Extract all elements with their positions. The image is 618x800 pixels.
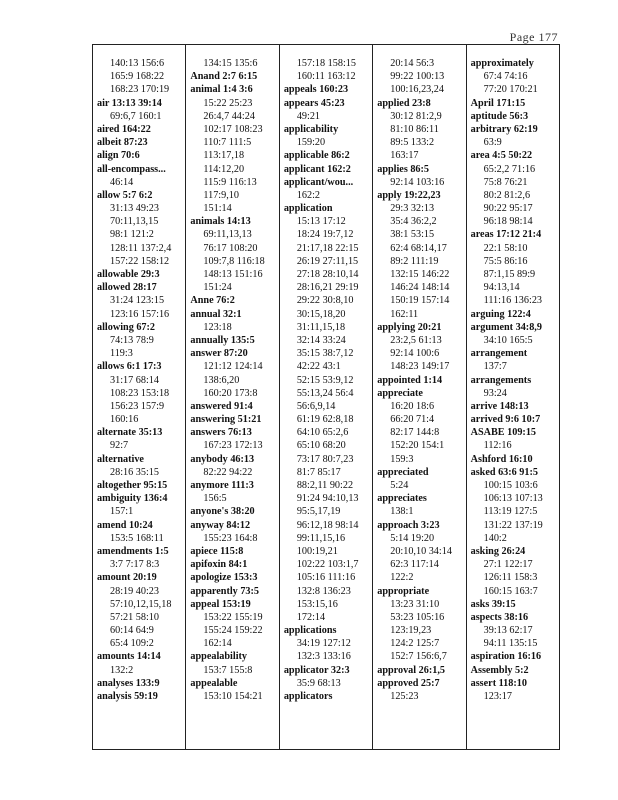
index-entry-refs: 28:19 40:23 <box>110 585 159 597</box>
index-entry-term: analysis 59:19 <box>97 691 158 702</box>
index-entry-term: aspiration 16:16 <box>470 651 542 663</box>
index-entry-term: anymore 111:3 <box>190 480 254 491</box>
index-entry-refs: 115:9 116:13 <box>203 176 257 188</box>
index-entry-term: ASABE 109:15 <box>470 427 537 439</box>
index-entry-refs: 20:10,10 34:14 <box>390 545 452 557</box>
index-entry-refs: 134:15 135:6 <box>203 58 258 69</box>
index-entry-term: answers 76:13 <box>190 427 252 439</box>
index-entry-term: assert 118:10 <box>470 677 527 689</box>
index-entry-refs: 153:22 155:19 <box>203 611 263 623</box>
index-entry-refs: 152:7 156:6,7 <box>390 651 447 663</box>
index-entry-refs: 160:16 <box>110 414 139 426</box>
index-entry-term: appears 45:23 <box>283 97 345 109</box>
index-entry-term: annually 135:5 <box>190 334 255 346</box>
index-entry-refs: 114:12,20 <box>203 163 245 175</box>
index-entry-term: arrangements <box>470 374 532 386</box>
index-entry-refs: 102:17 108:23 <box>203 123 263 135</box>
index-entry-refs: 46:14 <box>110 176 134 188</box>
index-entry-refs: 132:15 146:22 <box>390 269 450 280</box>
index-entry-refs: 23:2,5 61:13 <box>390 334 442 346</box>
index-entry-term: Anand 2:7 6:15 <box>190 71 258 83</box>
index-entry-refs: 57:21 58:10 <box>110 611 159 623</box>
index-entry-refs: 94:13,14 <box>483 282 520 294</box>
index-entry-refs: 65:4 109:2 <box>110 638 154 650</box>
index-entry-refs: 69:6,7 160:1 <box>110 110 162 122</box>
index-entry-refs: 82:22 94:22 <box>203 466 253 478</box>
index-entry-term: April 171:15 <box>470 97 526 109</box>
index-entry-term: apply 19:22,23 <box>377 189 441 201</box>
index-entry-term: approved 25:7 <box>377 677 440 689</box>
index-entry-term: anyway 84:12 <box>190 519 251 531</box>
index-entry-term: appealability <box>190 651 248 663</box>
index-entry-refs: 13:23 31:10 <box>390 598 440 610</box>
index-entry-term: applying 20:21 <box>377 321 442 333</box>
index-entry-refs: 70:11,13,15 <box>110 216 159 228</box>
index-entry-refs: 94:11 135:15 <box>483 638 538 650</box>
index-entry-term: arbitrary 62:19 <box>470 123 538 135</box>
index-entry-refs: 117:9,10 <box>203 189 239 201</box>
index-entry-refs: 21:17,18 22:15 <box>296 242 359 254</box>
index-entry-term: approval 26:1,5 <box>377 664 445 676</box>
index-entry-refs: 162:14 <box>203 638 232 650</box>
index-entry-refs: 106:13 107:13 <box>483 493 543 505</box>
index-entry-refs: 100:19,21 <box>296 545 338 557</box>
index-entry-term: annual 32:1 <box>190 308 242 320</box>
index-entry-refs: 109:7,8 116:18 <box>203 255 265 267</box>
index-entry-term: aired 164:22 <box>97 123 151 135</box>
index-entry-refs: 34:19 127:12 <box>296 638 351 650</box>
index-entry-term: Assembly 5:2 <box>470 664 529 676</box>
index-entry-refs: 105:16 111:16 <box>296 572 356 584</box>
index-entry-refs: 92:14 100:6 <box>390 348 440 360</box>
index-entry-refs: 80:2 81:2,6 <box>483 189 531 201</box>
index-entry-term: asked 63:6 91:5 <box>470 466 538 478</box>
index-entry-term: amendments 1:5 <box>97 545 169 557</box>
index-entry-term: ambiguity 136:4 <box>97 493 168 505</box>
index-entry-term: applications <box>283 625 337 637</box>
index-entry-refs: 66:20 71:4 <box>390 414 435 426</box>
index-entry-refs: 148:13 151:16 <box>203 269 263 280</box>
index-entry-term: apologize 153:3 <box>190 572 258 584</box>
index-entry-refs: 119:3 <box>110 348 133 360</box>
index-entry-term: amend 10:24 <box>97 519 153 531</box>
index-entry-refs: 156:5 <box>203 493 227 505</box>
index-entry-refs: 73:17 80:7,23 <box>296 453 354 465</box>
index-entry-refs: 69:11,13,13 <box>203 229 252 241</box>
index-entry-refs: 152:20 154:1 <box>390 440 445 452</box>
index-entry-refs: 108:23 153:18 <box>110 387 170 399</box>
index-entry-refs: 96:12,18 98:14 <box>296 519 359 531</box>
index-entry-term: albeit 87:23 <box>97 137 148 149</box>
index-entry-refs: 138:1 <box>390 506 414 518</box>
index-entry-refs: 98:1 121:2 <box>110 229 154 241</box>
index-entry-refs: 159:20 <box>296 137 326 149</box>
index-entry-refs: 34:10 165:5 <box>483 334 533 346</box>
index-entry-term: amount 20:19 <box>97 572 157 584</box>
index-entry-refs: 95:5,17,19 <box>296 506 341 518</box>
index-entry-refs: 137:7 <box>483 361 507 373</box>
index-entry-refs: 162:2 <box>296 189 321 201</box>
index-entry-refs: 157:18 158:15 <box>296 58 356 69</box>
index-entry-term: applicators <box>283 691 333 702</box>
index-entry-refs: 67:4 74:16 <box>483 71 528 83</box>
index-entry-refs: 52:15 53:9,12 <box>296 374 354 386</box>
index-entry-refs: 61:19 62:8,18 <box>296 414 354 426</box>
index-entry-term: Anne 76:2 <box>190 295 235 307</box>
index-entry-refs: 131:22 137:19 <box>483 519 543 531</box>
index-entry-refs: 100:15 103:6 <box>483 480 538 491</box>
index-entry-term: aptitude 56:3 <box>470 110 529 122</box>
index-entry-refs: 38:1 53:15 <box>390 229 435 241</box>
index-entry-term: applies 86:5 <box>377 163 430 175</box>
index-entry-refs: 168:23 170:19 <box>110 84 170 96</box>
index-entry-refs: 31:13 49:23 <box>110 203 159 215</box>
index-entry-refs: 153:10 154:21 <box>203 691 263 702</box>
index-column-2 <box>186 45 279 749</box>
index-entry-refs: 74:13 78:9 <box>110 334 154 346</box>
index-entry-refs: 172:14 <box>296 611 326 623</box>
index-entry-refs: 57:10,12,15,18 <box>110 598 172 610</box>
index-entry-term: appropriate <box>377 585 430 597</box>
index-entry-refs: 35:9 68:13 <box>296 677 341 689</box>
index-entry-term: anyone's 38:20 <box>190 506 255 518</box>
index-entry-refs: 132:3 133:16 <box>296 651 351 663</box>
index-entry-term: allowable 29:3 <box>97 269 160 280</box>
index-entry-term: appeal 153:19 <box>190 598 251 610</box>
index-entry-refs: 160:20 173:8 <box>203 387 258 399</box>
index-entry-term: appreciates <box>377 493 427 505</box>
index-entry-refs: 99:11,15,16 <box>296 532 346 544</box>
index-entry-term: anybody 46:13 <box>190 453 255 465</box>
index-entry-refs: 150:19 157:14 <box>390 295 450 307</box>
index-entry-refs: 113:17,18 <box>203 150 245 162</box>
index-entry-refs: 165:9 168:22 <box>110 71 165 83</box>
index-entry-refs: 123:17 <box>483 691 512 702</box>
index-entry-term: apiece 115:8 <box>190 545 244 557</box>
index-entry-refs: 27:1 122:17 <box>483 559 533 571</box>
index-entry-term: animals 14:13 <box>190 216 251 228</box>
index-entry-refs: 140:2 <box>483 532 507 544</box>
index-entry-refs: 26:19 27:11,15 <box>296 255 359 267</box>
index-entry-term: applicant 162:2 <box>283 163 351 175</box>
index-entry-refs: 159:3 <box>390 453 414 465</box>
index-entry-refs: 31:17 68:14 <box>110 374 159 386</box>
index-entry-refs: 42:22 43:1 <box>296 361 341 373</box>
index-entry-refs: 124:2 125:7 <box>390 638 440 650</box>
index-entry-refs: 39:13 62:17 <box>483 625 533 637</box>
index-entry-refs: 64:10 65:2,6 <box>296 427 349 439</box>
index-entry-refs: 35:4 36:2,2 <box>390 216 437 228</box>
index-entry-term: areas 17:12 21:4 <box>470 229 542 241</box>
index-entry-refs: 5:14 19:20 <box>390 532 435 544</box>
index-entry-refs: 29:22 30:8,10 <box>296 295 354 307</box>
index-entry-refs: 148:23 149:17 <box>390 361 450 373</box>
index-entry-refs: 96:18 98:14 <box>483 216 533 228</box>
index-entry-refs: 89:5 133:2 <box>390 137 435 149</box>
index-entry-refs: 100:16,23,24 <box>390 84 444 96</box>
index-entry-term: appeals 160:23 <box>283 84 349 96</box>
index-entry-term: argument 34:8,9 <box>470 321 542 333</box>
index-entry-term: approach 3:23 <box>377 519 440 531</box>
index-entry-term: applicant/wou... <box>283 176 354 188</box>
index-entry-refs: 65:10 68:20 <box>296 440 346 452</box>
index-entry-refs: 60:14 64:9 <box>110 625 154 637</box>
index-entry-term: allowing 67:2 <box>97 321 156 333</box>
index-entry-refs: 102:22 103:1,7 <box>296 559 359 571</box>
index-entry-refs: 75:5 86:16 <box>483 255 528 267</box>
index-entry-term: applicable 86:2 <box>283 150 350 162</box>
index-column-3 <box>280 45 373 749</box>
index-entry-refs: 49:21 <box>296 110 321 122</box>
index-entry-term: appreciated <box>377 466 429 478</box>
index-entry-term: arrangement <box>470 348 528 360</box>
index-entry-refs: 121:12 124:14 <box>203 361 263 373</box>
index-entry-term: align 70:6 <box>97 150 140 162</box>
index-entry-term: appointed 1:14 <box>377 374 443 386</box>
index-entry-term: appealable <box>190 677 238 689</box>
index-entry-refs: 81:10 86:11 <box>390 123 439 135</box>
index-entry-term: answer 87:20 <box>190 348 248 360</box>
index-entry-refs: 29:3 32:13 <box>390 203 435 215</box>
index-entry-refs: 28:16 35:15 <box>110 466 159 478</box>
index-entry-term: application <box>283 203 333 215</box>
index-entry-refs: 55:13,24 56:4 <box>296 387 354 399</box>
index-entry-refs: 31:24 123:15 <box>110 295 165 307</box>
index-entry-refs: 163:17 <box>390 150 419 162</box>
index-entry-term: allows 6:1 17:3 <box>97 361 162 373</box>
index-entry-refs: 123:18 <box>203 321 232 333</box>
index-entry-refs: 62:3 117:14 <box>390 559 439 571</box>
index-entry-refs: 153:5 168:11 <box>110 532 164 544</box>
index-entry-refs: 81:7 85:17 <box>296 466 341 478</box>
index-entry-refs: 112:16 <box>483 440 512 452</box>
index-entry-refs: 76:17 108:20 <box>203 242 258 254</box>
index-entry-refs: 16:20 18:6 <box>390 400 435 412</box>
index-entry-refs: 157:1 <box>110 506 134 518</box>
index-entry-refs: 153:7 155:8 <box>203 664 253 676</box>
index-entry-term: answered 91:4 <box>190 400 253 412</box>
index-entry-refs: 62:4 68:14,17 <box>390 242 447 254</box>
index-entry-refs: 151:14 <box>203 203 232 215</box>
index-entry-term: alternate 35:13 <box>97 427 163 439</box>
index-entry-refs: 111:16 136:23 <box>483 295 543 307</box>
index-entry-refs: 75:8 76:21 <box>483 176 528 188</box>
index-entry-term: asks 39:15 <box>470 598 516 610</box>
index-entry-refs: 35:15 38:7,12 <box>296 348 354 360</box>
index-entry-refs: 132:2 <box>110 664 134 676</box>
index-entry-refs: 160:11 163:12 <box>296 71 356 83</box>
index-entry-refs: 77:20 170:21 <box>483 84 538 96</box>
index-entry-refs: 90:22 95:17 <box>483 203 533 215</box>
index-entry-refs: 123:19,23 <box>390 625 432 637</box>
index-entry-term: arrive 148:13 <box>470 400 529 412</box>
index-column-4 <box>373 45 466 749</box>
index-entry-refs: 155:23 164:8 <box>203 532 258 544</box>
index-entry-term: Ashford 16:10 <box>470 453 533 465</box>
index-entry-term: allow 5:7 6:2 <box>97 189 153 201</box>
index-entry-term: arguing 122:4 <box>470 308 531 320</box>
index-entry-refs: 5:24 <box>390 480 409 491</box>
index-entry-term: animal 1:4 3:6 <box>190 84 253 96</box>
index-entry-refs: 110:7 111:5 <box>203 137 252 149</box>
index-entry-refs: 146:24 148:14 <box>390 282 450 294</box>
index-entry-refs: 27:18 28:10,14 <box>296 269 359 280</box>
index-entry-refs: 140:13 156:6 <box>110 58 165 69</box>
page-number: Page 177 <box>509 30 558 44</box>
index-entry-refs: 88:2,11 90:22 <box>296 480 354 491</box>
index-entry-term: apifoxin 84:1 <box>190 559 248 571</box>
index-entry-refs: 160:15 163:7 <box>483 585 538 597</box>
index-entry-refs: 28:16,21 29:19 <box>296 282 359 294</box>
index-entry-term: answering 51:21 <box>190 414 262 426</box>
index-column-5 <box>467 45 559 749</box>
index-entry-refs: 87:1,15 89:9 <box>483 269 536 280</box>
index-entry-term: air 13:13 39:14 <box>97 97 162 109</box>
index-entry-refs: 30:15,18,20 <box>296 308 346 320</box>
index-entry-refs: 153:15,16 <box>296 598 338 610</box>
index-entry-refs: 20:14 56:3 <box>390 58 435 69</box>
index-entry-term: approximately <box>470 58 534 69</box>
index-entry-refs: 53:23 105:16 <box>390 611 445 623</box>
index-entry-refs: 156:23 157:9 <box>110 400 165 412</box>
index-entry-refs: 151:24 <box>203 282 232 294</box>
index-entry-refs: 93:24 <box>483 387 507 399</box>
index-entry-term: altogether 95:15 <box>97 480 168 491</box>
index-entry-refs: 99:22 100:13 <box>390 71 445 83</box>
index-entry-refs: 3:7 7:17 8:3 <box>110 559 160 571</box>
index-entry-refs: 18:24 19:7,12 <box>296 229 354 241</box>
index-entry-term: area 4:5 50:22 <box>470 150 533 162</box>
index-entry-term: aspects 38:16 <box>470 611 529 623</box>
index-entry-term: asking 26:24 <box>470 545 526 557</box>
index-entry-term: appreciate <box>377 387 423 399</box>
index-entry-refs: 128:11 137:2,4 <box>110 242 172 254</box>
index-entry-refs: 91:24 94:10,13 <box>296 493 359 505</box>
index-entry-refs: 132:8 136:23 <box>296 585 351 597</box>
index-entry-refs: 92:7 <box>110 440 129 452</box>
index-entry-term: applied 23:8 <box>377 97 431 109</box>
index-entry-term: analyses 133:9 <box>97 677 160 689</box>
index-entry-refs: 92:14 103:16 <box>390 176 445 188</box>
index-entry-refs: 26:4,7 44:24 <box>203 110 255 122</box>
index-entry-refs: 155:24 159:22 <box>203 625 263 637</box>
index-entry-refs: 125:23 <box>390 691 419 702</box>
index-entry-refs: 126:11 158:3 <box>483 572 538 584</box>
index-entry-refs: 63:9 <box>483 137 502 149</box>
word-index-table <box>92 44 560 750</box>
index-entry-refs: 31:11,15,18 <box>296 321 346 333</box>
index-entry-refs: 22:1 58:10 <box>483 242 528 254</box>
index-entry-term: alternative <box>97 453 144 465</box>
index-entry-refs: 89:2 111:19 <box>390 255 439 267</box>
index-entry-term: apparently 73:5 <box>190 585 259 597</box>
index-entry-refs: 123:16 157:16 <box>110 308 170 320</box>
index-entry-refs: 122:2 <box>390 572 414 584</box>
index-entry-refs: 157:22 158:12 <box>110 255 170 267</box>
index-entry-refs: 65:2,2 71:16 <box>483 163 536 175</box>
index-entry-term: amounts 14:14 <box>97 651 161 663</box>
index-entry-refs: 15:13 17:12 <box>296 216 346 228</box>
index-entry-term: allowed 28:17 <box>97 282 157 294</box>
index-entry-refs: 15:22 25:23 <box>203 97 253 109</box>
index-entry-refs: 30:12 81:2,9 <box>390 110 442 122</box>
index-entry-term: arrived 9:6 10:7 <box>470 414 541 426</box>
index-entry-term: applicability <box>283 123 339 135</box>
index-column-1 <box>93 45 186 749</box>
index-entry-term: applicator 32:3 <box>283 664 350 676</box>
index-entry-refs: 162:11 <box>390 308 419 320</box>
index-entry-refs: 138:6,20 <box>203 374 240 386</box>
index-entry-refs: 82:17 144:8 <box>390 427 440 439</box>
index-entry-refs: 113:19 127:5 <box>483 506 538 518</box>
index-entry-term: all-encompass... <box>97 163 166 175</box>
index-entry-refs: 32:14 33:24 <box>296 334 346 346</box>
index-entry-refs: 167:23 172:13 <box>203 440 263 452</box>
index-entry-refs: 56:6,9,14 <box>296 400 336 412</box>
